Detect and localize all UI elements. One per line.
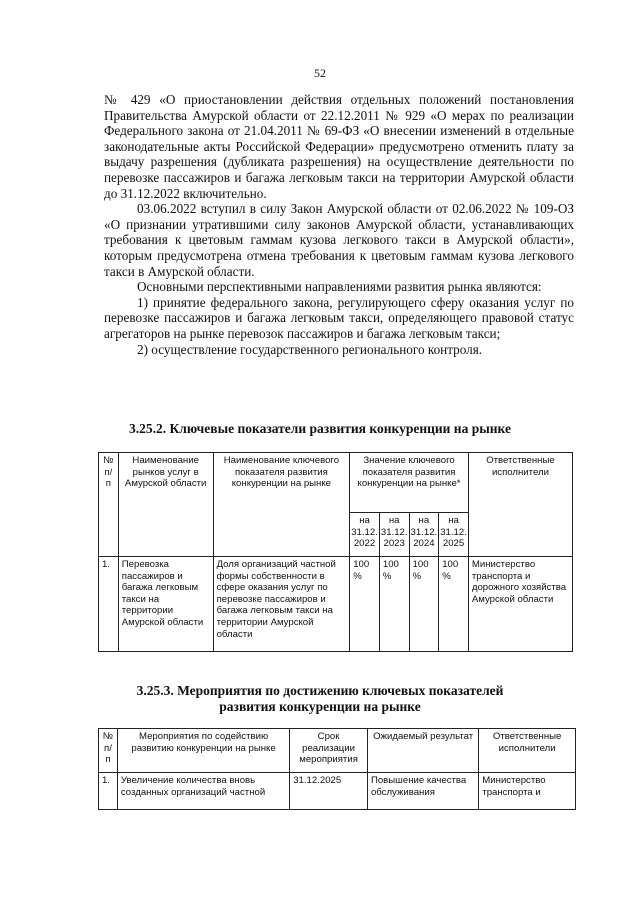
header-num: № п/п [99,453,119,557]
cell-responsible: Министерство транспорта и [479,773,576,810]
header-year: на 31.12. 2025 [439,513,469,557]
header-year: на 31.12. 2023 [379,513,409,557]
paragraph: 2) осуществление государственного регионального контроля. [137,341,483,357]
cell-value: 100 % [409,557,439,652]
cell-indicator: Доля организаций частной формы собственности в сфере оказания услуг по перевозке пассажиров и багажа легковым такси на территории Амурской области [213,557,350,652]
header-year: на 31.12. 2024 [409,513,439,557]
header-responsible: Ответственные исполнители [468,453,572,557]
cell-deadline: 31.12.2025 [290,773,368,810]
body-text [104,92,574,357]
cell-responsible: Министерство транспорта и дорожного хозяйства Амурской области [468,557,572,652]
header-year: на 31.12. 2022 [350,513,380,557]
cell-num: 1. [99,773,118,810]
cell-value: 100 % [379,557,409,652]
header-num: № п/п [99,729,118,773]
cell-result: Повышение качества обслуживания [367,773,478,810]
paragraph: 03.06.2022 вступил в силу Закон Амурской области от 02.06.2022 № 109-ОЗ «О признании утратившими силу законов Амурской области, устанавливающих требования к цветовым гаммам кузова легкового такси в Амурской области», которым предусмотрена отмена требования к цветовым гаммам кузова легкового такси в Амурской области. [104,201,574,279]
header-measure: Мероприятия по содействию развитию конкуренции на рынке [117,729,289,773]
paragraph: № 429 «О приостановлении действия отдельных положений постановления Правительства Амурской области от 22.12.2011 № 929 «О мерах по реализации Федерального закона от 21.04.2011 № 69-ФЗ «О внесении изменений в отдельные законодательные акты Российской Федерации» предусмотрено отменить плату за выдачу разрешения (дубликата разрешения) на осуществление деятельности по перевозке пассажиров и багажа легковым такси на территории Амурской области до 31.12.2022 включительно. [104,92,574,201]
cell-value: 100 % [350,557,380,652]
key-indicators-table [98,452,573,652]
cell-measure: Увеличение количества вновь созданных организаций частной [117,773,289,810]
cell-value: 100 % [439,557,469,652]
header-result: Ожидаемый результат [367,729,478,773]
header-indicator: Наименование ключевого показателя развития конкуренции на рынке [213,453,350,557]
header-value: Значение ключевого показателя развития конкуренции на рынке* [350,453,469,513]
section-heading-line: развития конкуренции на рынке [219,699,421,714]
table-header-row [99,729,576,773]
paragraph: 1) принятие федерального закона, регулирующего сферу оказания услуг по перевозке пассажиров и багажа легковым такси, определяющего правовой статус агрегаторов на рынке перевозок пассажиров и багажа легковым такси; [104,294,574,341]
cell-market: Перевозка пассажиров и багажа легковым такси на территории Амурской области [118,557,213,652]
header-responsible: Ответственные исполнители [479,729,576,773]
page-number: 52 [314,66,326,80]
section-heading-line: 3.25.3. Мероприятия по достижению ключевых показателей [136,683,504,698]
header-deadline: Срок реализации мероприятия [290,729,368,773]
section-heading-key-indicators: 3.25.2. Ключевые показатели развития конкуренции на рынке [129,421,511,436]
header-market: Наименование рынков услуг в Амурской области [118,453,213,557]
cell-num: 1. [99,557,119,652]
paragraph: Основными перспективными направлениями развития рынка являются: [137,279,542,295]
table-row [99,557,573,652]
measures-table [98,728,576,810]
section-heading-measures [0,683,640,715]
table-header-row [99,453,573,513]
table-row [99,773,576,810]
